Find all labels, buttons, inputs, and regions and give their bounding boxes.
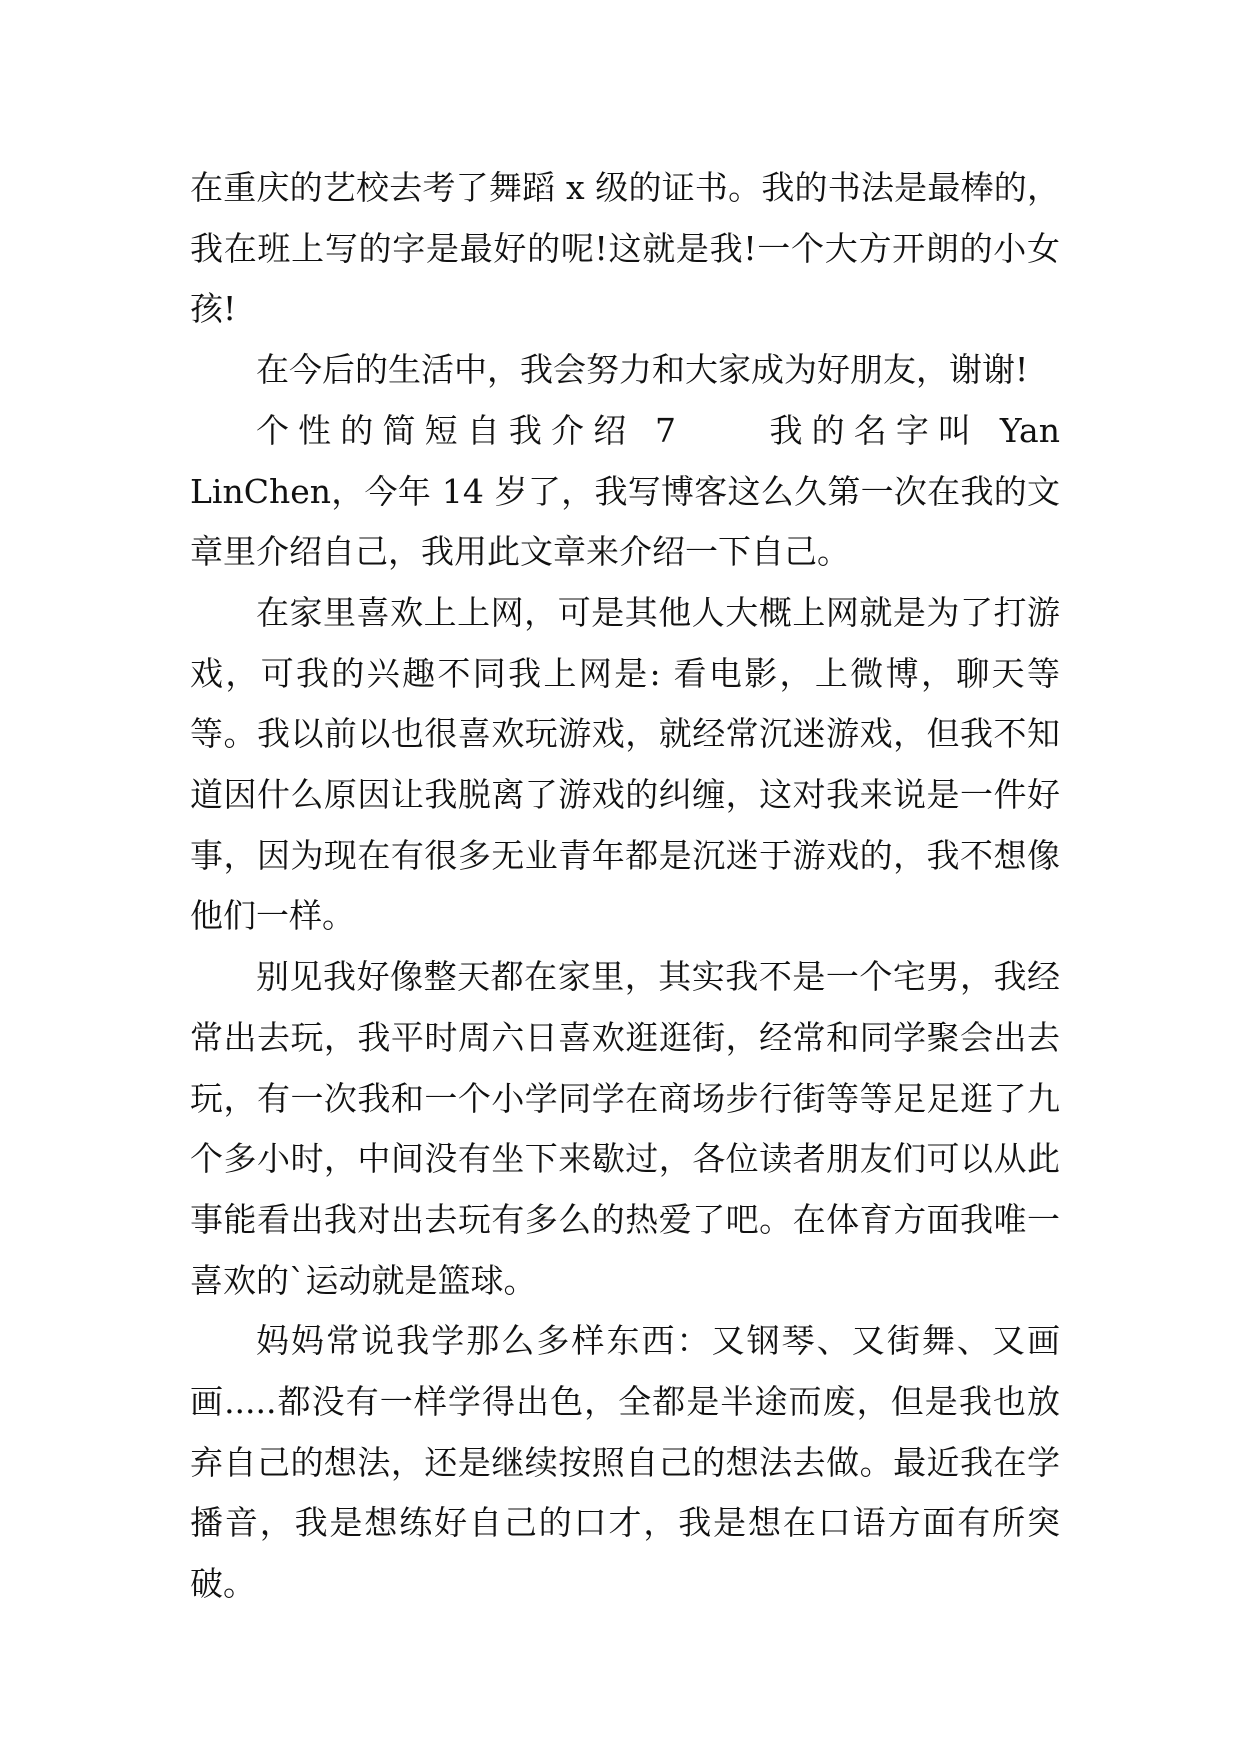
paragraph-3: 个性的简短自我介绍 7 我的名字叫 Yan LinChen，今年 14 岁了，我写博客这么久第一次在我的文章里介绍自己，我用此文章来介绍一下自己。 (190, 410, 1060, 572)
paragraph-4: 在家里喜欢上上网，可是其他人大概上网就是为了打游戏，可我的兴趣不同我上网是: 看电影，上微博，聊天等等。我以前以也很喜欢玩游戏，就经常沉迷游戏，但我不知道因什么原因让我脱离了游戏的纠缠，这对我来说是一件好事，因为现在有很多无业青年都是沉迷于游戏的，我不想像他们一样。 (190, 592, 1060, 936)
body-text (190, 158, 1060, 1615)
paragraph-2: 在今后的生活中，我会努力和大家成为好朋友，谢谢! (256, 350, 1029, 390)
paragraph-6: 妈妈常说我学那么多样东西：又钢琴、又街舞、又画画.....都没有一样学得出色，全都是半途而废，但是我也放弃自己的想法，还是继续按照自己的想法去做。最近我在学播音，我是想练好自己的口才，我是想在口语方面有所突破。 (190, 1321, 1060, 1604)
paragraph-1: 在重庆的艺校去考了舞蹈 x 级的证书。我的书法是最棒的，我在班上写的字是最好的呢!这就是我!一个大方开朗的小女孩! (190, 168, 1060, 329)
paragraph-5: 别见我好像整天都在家里，其实我不是一个宅男，我经常出去玩，我平时周六日喜欢逛逛街，经常和同学聚会出去玩，有一次我和一个小学同学在商场步行街等等足足逛了九个多小时，中间没有坐下来歇过，各位读者朋友们可以从此事能看出我对出去玩有多么的热爱了吧。在体育方面我唯一喜欢的`运动就是篮球。 (190, 957, 1060, 1300)
